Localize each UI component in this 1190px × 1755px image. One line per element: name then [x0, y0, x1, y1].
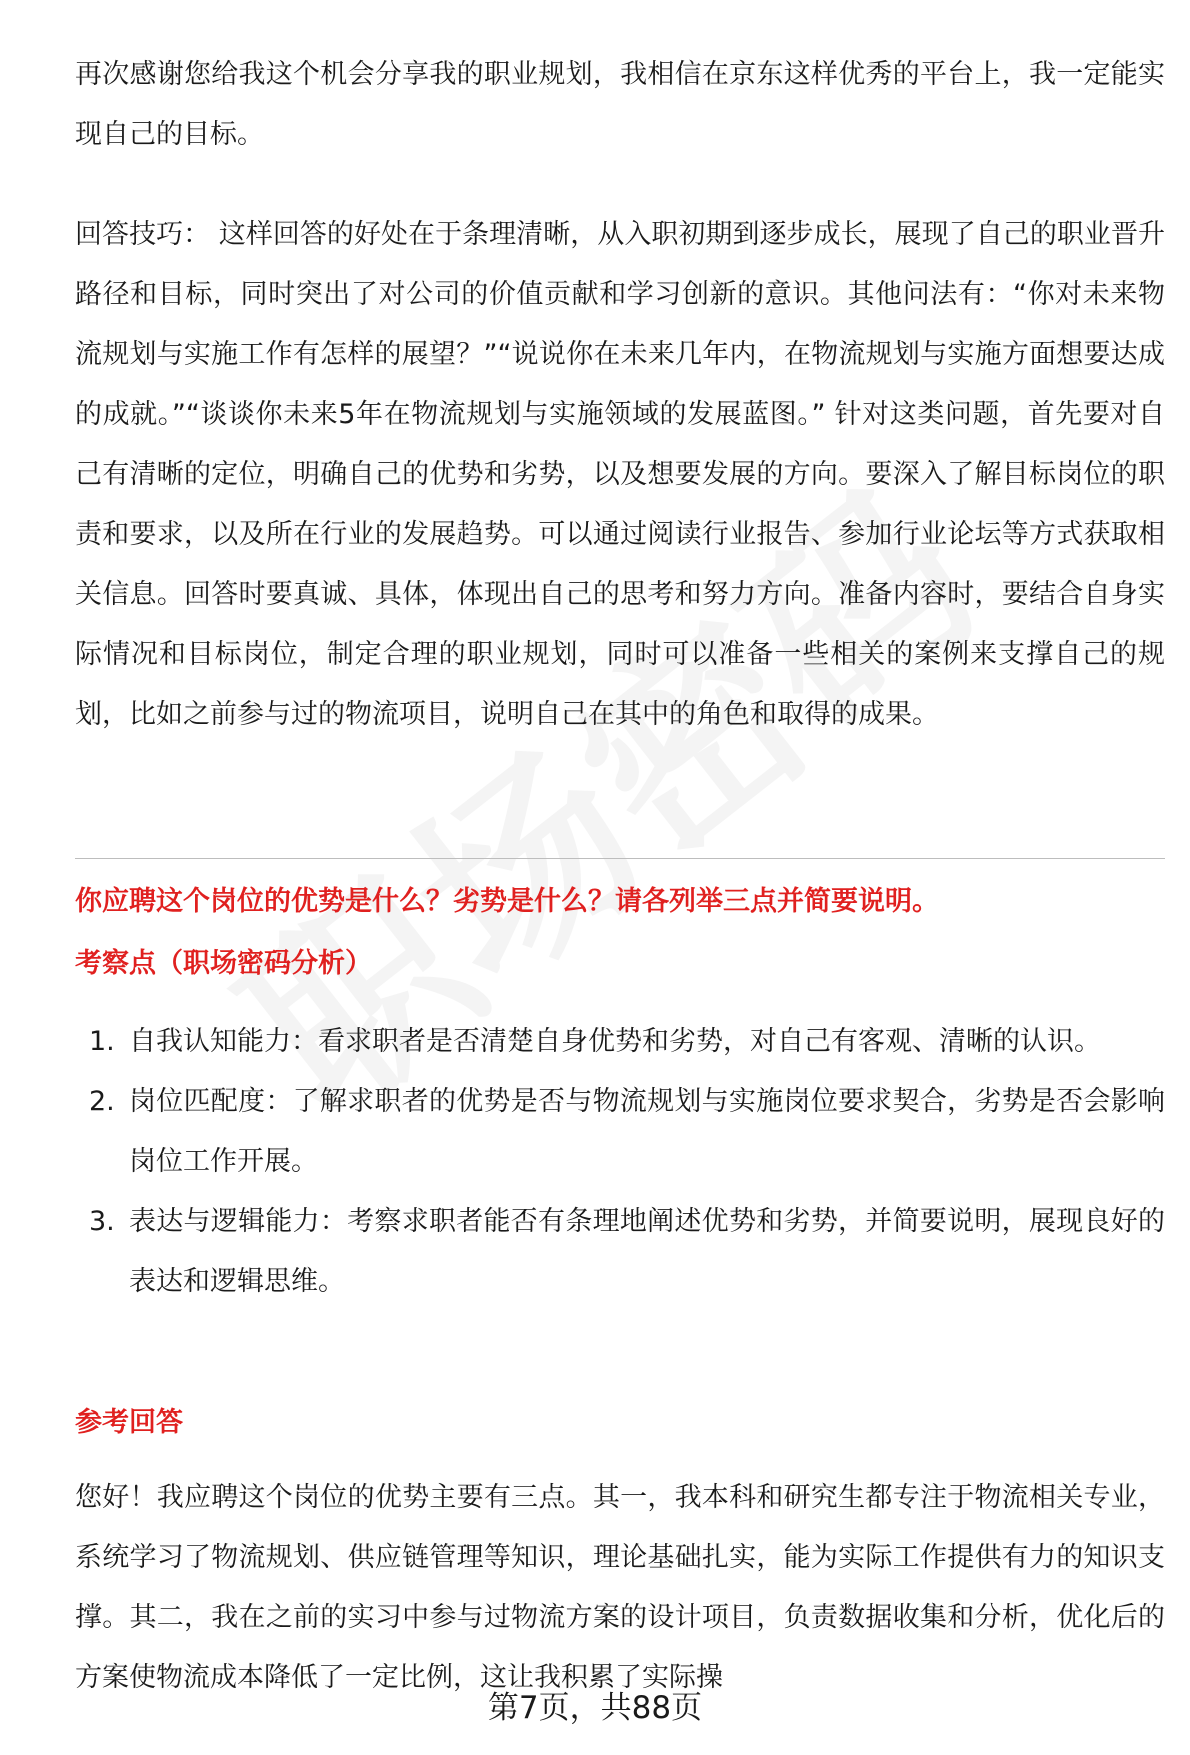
page-footer: 第7页，共88页: [487, 1690, 703, 1726]
intro-paragraph: 再次感谢您给我这个机会分享我的职业规划，我相信在京东这样优秀的平台上，我一定能实现自己的目标。: [75, 59, 1165, 150]
exam-points-list: [75, 1012, 1165, 1312]
exam-points-heading: 考察点（职场密码分析）: [75, 948, 372, 979]
reference-paragraph: 您好！我应聘这个岗位的优势主要有三点。其一，我本科和研究生都专注于物流相关专业，系统学习了物流规划、供应链管理等知识，理论基础扎实，能为实际工作提供有力的知识支撑。其二，我在之前的实习中参与过物流方案的设计项目，负责数据收集和分析，优化后的方案使物流成本降低了一定比例，这让我积累了实际操: [75, 1482, 1165, 1693]
tips-paragraph: 回答技巧： 这样回答的好处在于条理清晰，从入职初期到逐步成长，展现了自己的职业晋升路径和目标，同时突出了对公司的价值贡献和学习创新的意识。其他问法有：“你对未来物流规划与实施工作有怎样的展望？”“说说你在未来几年内，在物流规划与实施方面想要达成的成就。”“谈谈你未来5年在物流规划与实施领域的发展蓝图。” 针对这类问题，首先要对自己有清晰的定位，明确自己的优势和劣势，以及想要发展的方向。要深入了解目标岗位的职责和要求，以及所在行业的发展趋势。可以通过阅读行业报告、参加行业论坛等方式获取相关信息。回答时要真诚、具体，体现出自己的思考和努力方向。准备内容时，要结合自身实际情况和目标岗位，制定合理的职业规划，同时可以准备一些相关的案例来支撑自己的规划，比如之前参与过的物流项目，说明自己在其中的角色和取得的成果。: [75, 219, 1165, 730]
list-item: [75, 1072, 1165, 1192]
reference-heading: 参考回答: [75, 1407, 183, 1438]
section-divider: [75, 858, 1165, 859]
list-item-text: 岗位匹配度：了解求职者的优势是否与物流规划与实施岗位要求契合，劣势是否会影响岗位工作开展。: [129, 1086, 1165, 1177]
question-heading: 你应聘这个岗位的优势是什么？劣势是什么？请各列举三点并简要说明。: [75, 886, 939, 917]
list-item: [75, 1192, 1165, 1312]
list-item-number: 2.: [89, 1086, 115, 1117]
list-item-number: 1.: [89, 1026, 115, 1057]
list-item: [75, 1012, 1165, 1072]
list-item-text: 表达与逻辑能力：考察求职者能否有条理地阐述优势和劣势，并简要说明，展现良好的表达和逻辑思维。: [129, 1206, 1165, 1297]
list-item-number: 3.: [89, 1206, 115, 1237]
list-item-text: 自我认知能力：看求职者是否清楚自身优势和劣势，对自己有客观、清晰的认识。: [129, 1026, 1101, 1057]
